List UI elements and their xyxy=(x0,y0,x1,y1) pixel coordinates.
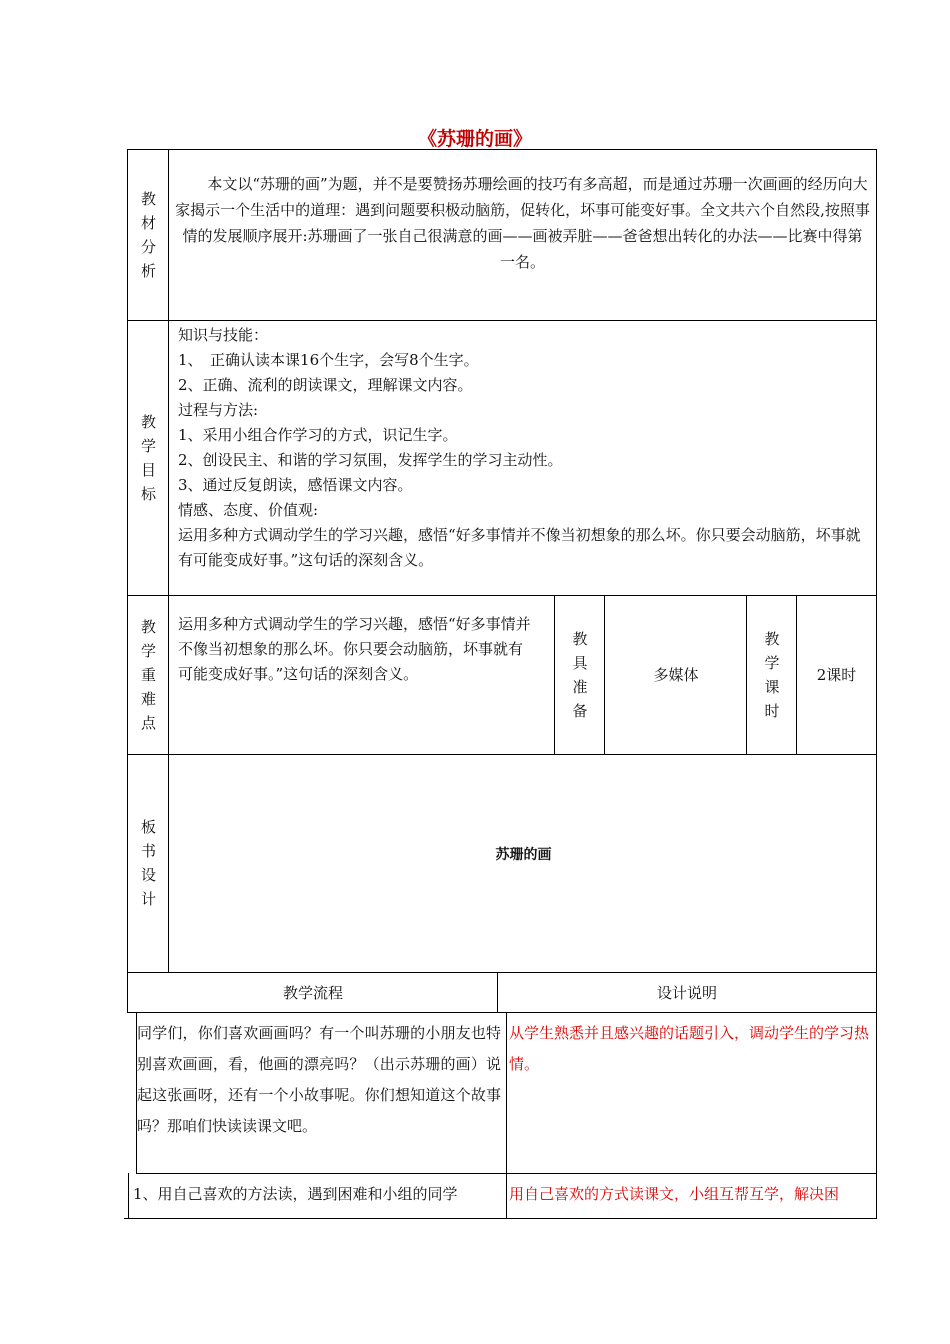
goals-line: 2、正确、流利的朗读课文，理解课文内容。 xyxy=(178,376,473,394)
board-label: 板 书 设 计 xyxy=(127,754,169,973)
flow-row-2-left: 1、用自己喜欢的方法读，遇到困难和小组的同学 xyxy=(128,1173,507,1219)
goals-line: 1、采用小组合作学习的方式，识记生字。 xyxy=(178,426,458,444)
goals-line: 运用多种方式调动学生的学习兴趣，感悟“好多事情并不像当初想象的那么坏。你只要会动脑筋，坏事就有可能变成好事。”这句话的深刻含义。 xyxy=(178,526,861,569)
analysis-label: 教 材 分 析 xyxy=(127,149,169,321)
keypoints-text: 运用多种方式调动学生的学习兴趣，感悟“好多事情并不像当初想象的那么坏。你只要会动脑筋，坏事就有可能变成好事。”这句话的深刻含义。 xyxy=(168,595,555,755)
goals-line: 3、通过反复朗读，感悟课文内容。 xyxy=(178,476,413,494)
tools-label: 教 具 准 备 xyxy=(554,595,605,755)
goals-line: 过程与方法: xyxy=(178,401,259,419)
goals-line: 情感、态度、价值观: xyxy=(178,501,319,519)
hours-label: 教 学 课 时 xyxy=(746,595,797,755)
page-title: 《苏珊的画》 xyxy=(417,128,532,150)
goals-line: 2、创设民主、和谐的学习氛围，发挥学生的学习主动性。 xyxy=(178,451,563,469)
flow-header-right: 设计说明 xyxy=(497,972,877,1013)
flow-row-1-right: 从学生熟悉并且感兴趣的话题引入，调动学生的学习热情。 xyxy=(506,1012,877,1174)
goals-line: 知识与技能： xyxy=(178,326,269,344)
keypoints-label: 教 学 重 难 点 xyxy=(127,595,169,755)
flow-header-left: 教学流程 xyxy=(127,972,498,1013)
board-content-cell xyxy=(168,754,877,973)
table-edge-mark xyxy=(124,1218,136,1219)
board-content: 苏珊的画 xyxy=(495,847,552,863)
goals-text xyxy=(168,320,877,596)
flow-row-2-right: 用自己喜欢的方式读课文，小组互帮互学，解决困 xyxy=(506,1173,877,1219)
flow-row-1-left: 同学们，你们喜欢画画吗？有一个叫苏珊的小朋友也特别喜欢画画，看，他画的漂亮吗？（出示苏珊的画）说起这张画呀，还有一个小故事呢。你们想知道这个故事吗？那咱们快读读课文吧。 xyxy=(136,1012,507,1174)
tools-value: 多媒体 xyxy=(604,595,747,755)
hours-value: 2课时 xyxy=(796,595,877,755)
analysis-text: 本文以“苏珊的画”为题，并不是要赞扬苏珊绘画的技巧有多高超，而是通过苏珊一次画画的经历向大家揭示一个生活中的道理：遇到问题要积极动脑筋，促转化，坏事可能变好事。全文共六个自然段,按照事情的发展顺序展开:苏珊画了一张自己很满意的画——画被弄脏——爸爸想出转化的办法——比赛中得第一名。 xyxy=(168,149,877,321)
goals-label: 教 学 目 标 xyxy=(127,320,169,596)
goals-line: 1、 正确认读本课16个生字，会写8个生字。 xyxy=(178,351,479,369)
